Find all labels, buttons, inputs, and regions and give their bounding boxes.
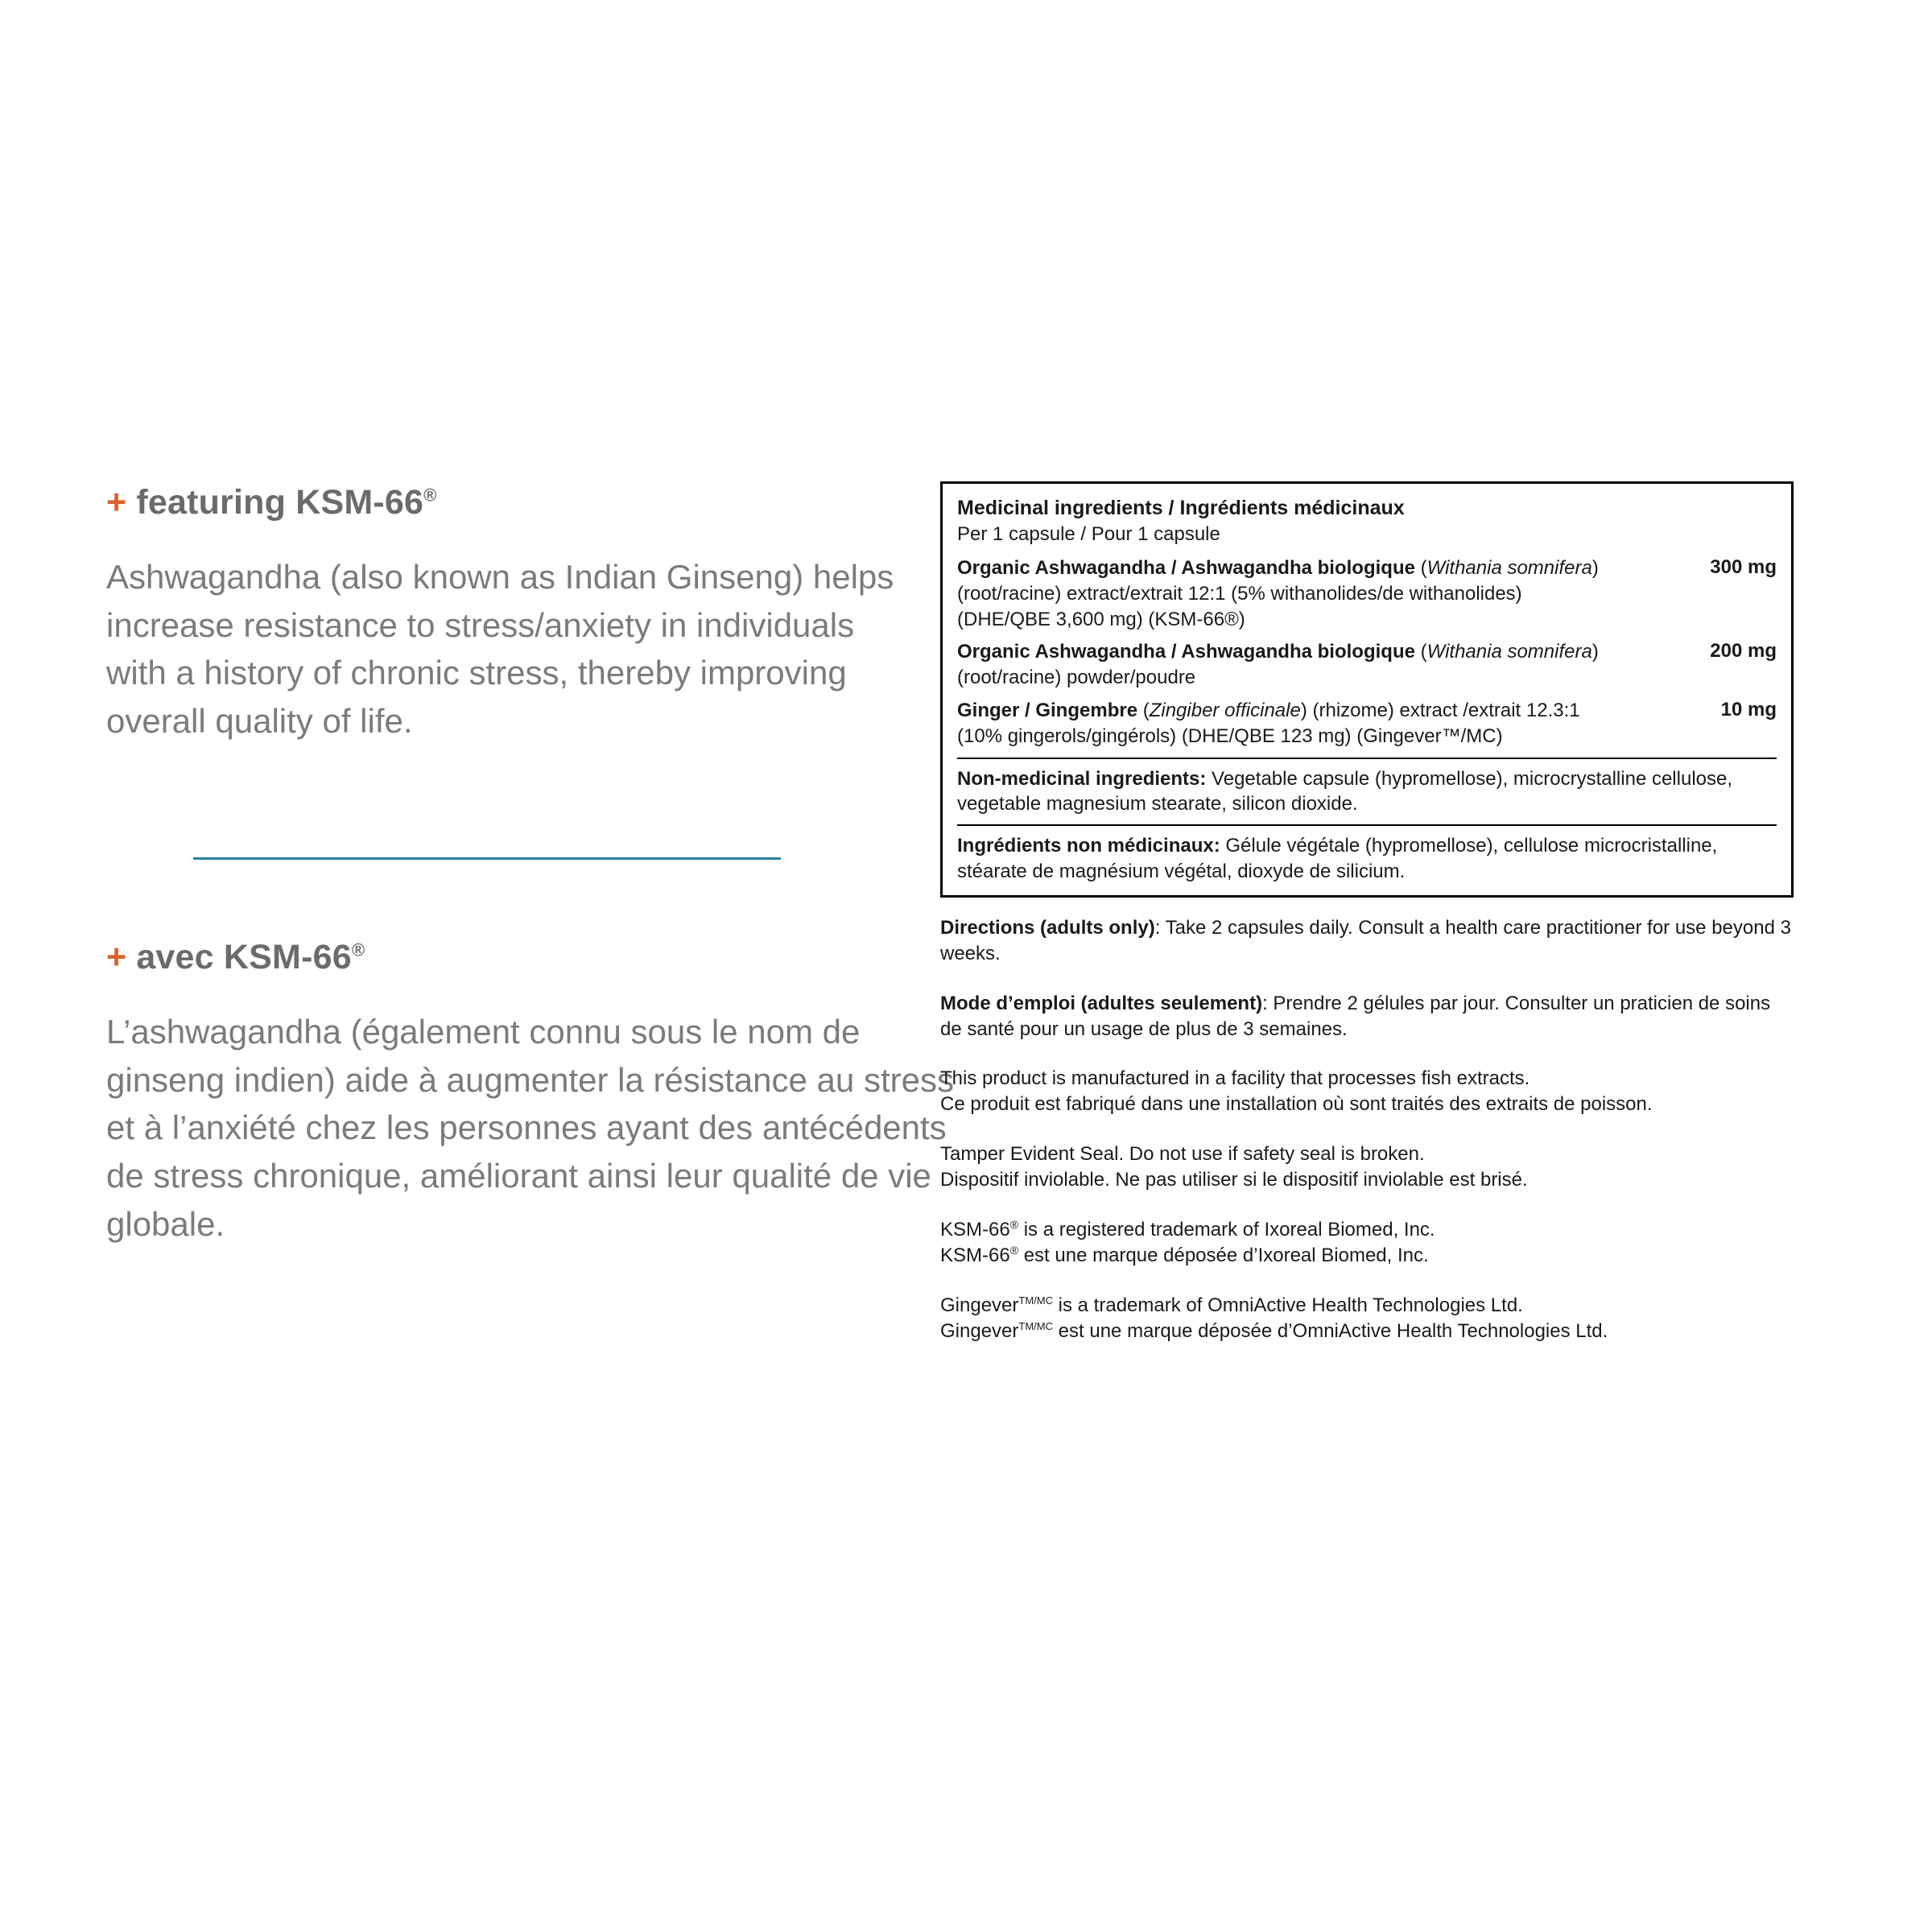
ingredient-amount: 300 mg bbox=[1710, 555, 1777, 578]
registered-mark-icon: ® bbox=[423, 485, 437, 506]
non-medicinal-english bbox=[957, 766, 1777, 816]
plus-icon: + bbox=[106, 483, 127, 522]
serving-size-text: Per 1 capsule / Pour 1 capsule bbox=[957, 523, 1220, 545]
english-heading-text: featuring KSM-66 bbox=[136, 483, 424, 522]
directions-english bbox=[940, 915, 1794, 967]
directions-french-label: Mode d’emploi (adultes seulement) bbox=[940, 992, 1263, 1014]
directions-english-text: : Take 2 capsules daily. Consult a health care practitioner for use beyond 3 weeks. bbox=[940, 916, 1791, 964]
french-benefit-section bbox=[106, 938, 960, 1248]
section-divider bbox=[193, 857, 781, 860]
ksm66-trademark-french-post: est une marque déposée d’Ixoreal Biomed, Inc. bbox=[1018, 1244, 1429, 1266]
trademark-mark-icon: TM/MC bbox=[1018, 1319, 1053, 1332]
french-benefit-text: L’ashwagandha (également connu sous le nom de ginseng indien) aide à augmenter la résistance au stress et à l’anxiété chez les personnes ayant des antécédents de stress chronique, améliorant ainsi leur qualité de vie globale. bbox=[106, 1013, 954, 1243]
english-benefit-section bbox=[106, 483, 911, 745]
gingever-trademark-english-pre: Gingever bbox=[940, 1294, 1019, 1316]
panel-rule bbox=[957, 758, 1777, 759]
ingredient-row bbox=[957, 639, 1777, 691]
non-medicinal-french bbox=[957, 833, 1777, 883]
ingredient-latin-name: Withania somnifera bbox=[1426, 556, 1592, 579]
supplement-facts-column bbox=[940, 481, 1794, 1368]
ksm66-trademark-english-pre: KSM-66 bbox=[940, 1219, 1010, 1241]
ingredient-amount: 200 mg bbox=[1710, 640, 1777, 663]
gingever-trademark-statement bbox=[940, 1293, 1794, 1344]
ingredient-description: Organic Ashwagandha / Ashwagandha biologique (Withania somnifera) (root/racine) extract/extrait 12:1 (5% withanolides/de withanolides) (DHE/QBE 3,600 mg) (KSM-66®) bbox=[957, 556, 1599, 630]
ksm66-trademark-english-post: is a registered trademark of Ixoreal Biomed, Inc. bbox=[1018, 1219, 1435, 1241]
ingredient-latin-name: Withania somnifera bbox=[1426, 641, 1592, 663]
ingredient-row bbox=[957, 698, 1777, 749]
ingredient-latin-name: Zingiber officinale bbox=[1149, 700, 1301, 722]
non-medicinal-english-label: Non-medicinal ingredients: bbox=[957, 768, 1207, 791]
ingredient-amount: 10 mg bbox=[1720, 699, 1777, 721]
ingredient-detail-line-2: (DHE/QBE 3,600 mg) (KSM-66®) bbox=[957, 608, 1245, 630]
registered-mark-icon: ® bbox=[1009, 1243, 1019, 1257]
plus-icon: + bbox=[106, 938, 127, 976]
ingredient-detail-line-1: (root/racine) extract/extrait 12:1 (5% withanolides/de withanolides) bbox=[957, 582, 1522, 605]
ingredient-name: Organic Ashwagandha / Ashwagandha biologique bbox=[957, 556, 1415, 579]
ingredient-detail-line-2: (10% gingerols/gingérols) (DHE/QBE 123 mg) (Gingever™/MC) bbox=[957, 725, 1503, 748]
facility-statement-french: Ce produit est fabriqué dans une installation où sont traités des extraits de poisson. bbox=[940, 1093, 1653, 1116]
directions-french bbox=[940, 991, 1794, 1042]
ingredients-panel-title: Medicinal ingredients / Ingrédients médicinaux bbox=[957, 497, 1405, 519]
tamper-seal-english: Tamper Evident Seal. Do not use if safety seal is broken. bbox=[940, 1143, 1425, 1166]
french-section-heading bbox=[106, 938, 960, 977]
tamper-seal-french: Dispositif inviolable. Ne pas utiliser si le dispositif inviolable est brisé. bbox=[940, 1169, 1528, 1191]
ingredient-detail-line-1: (root/racine) powder/poudre bbox=[957, 667, 1196, 689]
english-benefit-text: Ashwagandha (also known as Indian Ginseng) helps increase resistance to stress/anxiety in individuals with a history of chronic stress, thereby improving overall quality of life. bbox=[106, 558, 894, 740]
ingredients-panel bbox=[940, 481, 1794, 898]
ksm66-trademark-french-pre: KSM-66 bbox=[940, 1244, 1010, 1266]
ingredient-row bbox=[957, 555, 1777, 633]
non-medicinal-french-label: Ingrédients non médicinaux: bbox=[957, 835, 1220, 857]
ksm66-trademark-statement bbox=[940, 1217, 1794, 1269]
registered-mark-icon: ® bbox=[1009, 1218, 1019, 1232]
ingredient-name: Ginger / Gingembre bbox=[957, 700, 1138, 722]
tamper-seal-statement bbox=[940, 1141, 1794, 1193]
ingredient-description: Organic Ashwagandha / Ashwagandha biologique (Withania somnifera) (root/racine) powder/poudre bbox=[957, 641, 1599, 689]
non-medicinal-english-text: Vegetable capsule (hypromellose), microcrystalline cellulose, vegetable magnesium stearate, silicon dioxide. bbox=[957, 768, 1733, 815]
ingredient-detail-line-1: (rhizome) extract /extrait 12.3:1 bbox=[1312, 700, 1580, 722]
gingever-trademark-french-pre: Gingever bbox=[940, 1319, 1019, 1342]
ingredient-name: Organic Ashwagandha / Ashwagandha biologique bbox=[957, 641, 1415, 663]
facility-statement-english: This product is manufactured in a facility that processes fish extracts. bbox=[940, 1067, 1530, 1090]
registered-mark-icon: ® bbox=[351, 939, 365, 960]
non-medicinal-french-text: Gélule végétale (hypromellose), cellulose microcristalline, stéarate de magnésium végétal, dioxyde de silicium. bbox=[957, 835, 1718, 882]
trademark-mark-icon: TM/MC bbox=[1018, 1294, 1053, 1307]
ingredient-description: Ginger / Gingembre (Zingiber officinale) (rhizome) extract /extrait 12.3:1 (10% gingerols/gingérols) (DHE/QBE 123 mg) (Gingever™/MC) bbox=[957, 700, 1580, 748]
french-heading-text: avec KSM-66 bbox=[136, 938, 352, 976]
gingever-trademark-english-post: is a trademark of OmniActive Health Technologies Ltd. bbox=[1053, 1294, 1523, 1316]
label-notes bbox=[940, 915, 1794, 1344]
english-section-heading bbox=[106, 483, 911, 522]
directions-french-text: : Prendre 2 gélules par jour. Consulter un praticien de soins de santé pour un usage de plus de 3 semaines. bbox=[940, 992, 1771, 1040]
facility-statement bbox=[940, 1066, 1794, 1117]
directions-english-label: Directions (adults only) bbox=[940, 916, 1155, 939]
gingever-trademark-french-post: est une marque déposée d’OmniActive Health Technologies Ltd. bbox=[1053, 1319, 1608, 1342]
panel-rule bbox=[957, 824, 1777, 826]
